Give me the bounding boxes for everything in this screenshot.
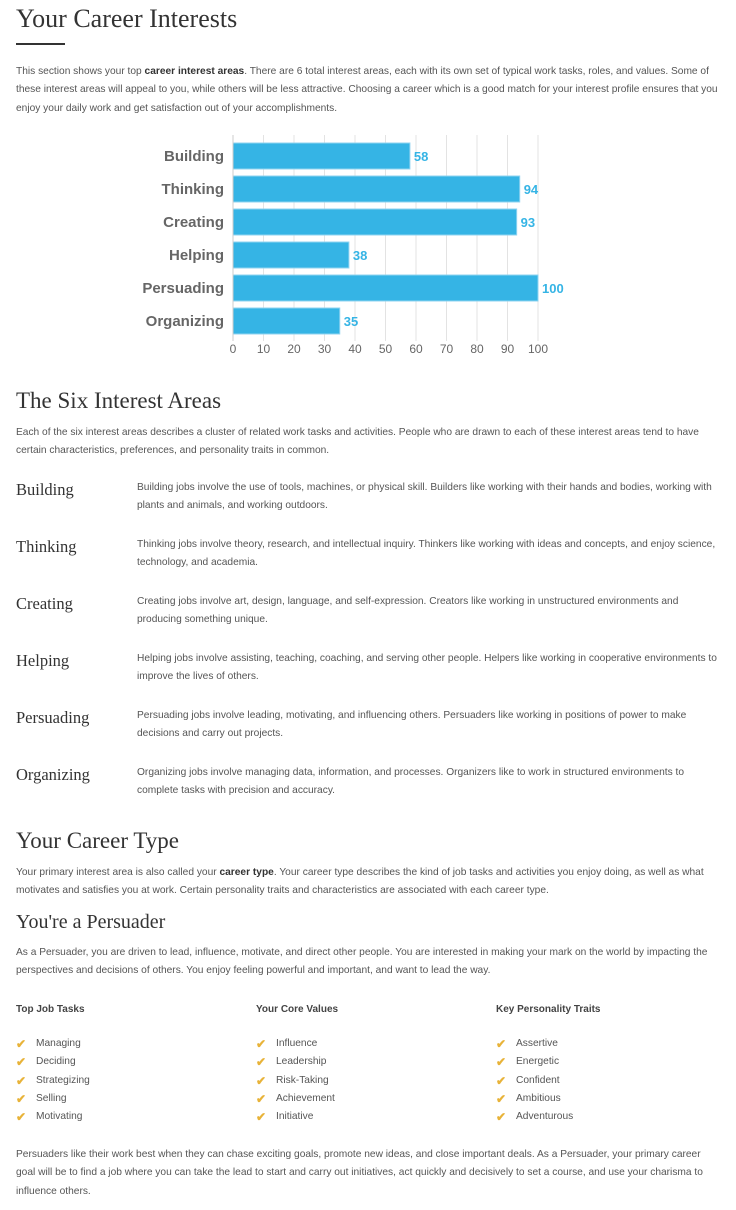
list-item: ✔ Energetic [496, 1053, 726, 1071]
checkmark-icon: ✔ [256, 1037, 267, 1051]
six-areas-intro: Each of the six interest areas describes a cluster of related work tasks and activities. People who are drawn to each of these interest areas tend to have certain characteristics, preferences, and personality traits in common. [16, 427, 699, 457]
list-item: ✔ Achievement [256, 1090, 486, 1108]
list-item: ✔ Confident [496, 1072, 726, 1090]
checkmark-icon: ✔ [16, 1091, 27, 1106]
list-item: ✔ Selling [16, 1090, 246, 1108]
area-name: Thinking [16, 537, 77, 556]
list-item: ✔ Strategizing [16, 1072, 246, 1090]
category-label: Organizing [145, 313, 224, 330]
bar-creating [233, 209, 517, 235]
value-label: 94 [523, 182, 539, 197]
area-name: Creating [16, 594, 73, 613]
area-name: Organizing [16, 765, 90, 784]
x-tick-label: 0 [229, 342, 237, 356]
category-label: Building [164, 148, 224, 165]
list-item: ✔ Risk-Taking [256, 1072, 486, 1090]
value-label: 100 [542, 281, 564, 296]
checkmark-icon: ✔ [496, 1037, 507, 1051]
area-description: Creating jobs involve art, design, language, and self-expression. Creators like working in unstructured environments and producing something unique. [137, 596, 679, 626]
list-item: ✔ Leadership [256, 1053, 486, 1071]
checkmark-icon: ✔ [16, 1110, 27, 1125]
column-key-personality-traits [496, 1004, 726, 1126]
value-label: 93 [520, 215, 536, 230]
intro-paragraph: This section shows your top career interest areas. There are 6 total interest areas, each with its own set of typical work tasks, roles, and values. Some of these interest areas will appeal to you, while others will be less attractive. Choosing a career which is a good match for your interest profile ensures that you enjoy your daily work and get satisfaction out of your accomplishments. [16, 66, 718, 114]
checkmark-icon: ✔ [256, 1073, 267, 1088]
page-title: Your Career Interests [16, 4, 238, 33]
column-header: Your Core Values [256, 1004, 339, 1015]
x-tick-label: 20 [287, 342, 301, 356]
checkmark-icon: ✔ [496, 1110, 507, 1125]
category-label: Persuading [142, 280, 224, 297]
bar-persuading [233, 275, 538, 301]
x-tick-label: 60 [409, 342, 423, 356]
career-type-intro: Your primary interest area is also called your career type. Your career type describes the kind of job tasks and activities you enjoy doing, as well as what motivates and satisfies you at work. Certain personality traits and characteristics are associated with each career type. [16, 867, 704, 897]
interest-bar-chart [0, 135, 736, 365]
list-item: ✔ Deciding [16, 1053, 246, 1071]
checkmark-icon: ✔ [16, 1037, 27, 1051]
x-tick-label: 10 [256, 342, 271, 356]
column-header: Key Personality Traits [496, 1004, 601, 1015]
x-tick-label: 80 [470, 342, 484, 356]
area-name: Helping [16, 651, 70, 670]
value-label: 58 [413, 149, 429, 164]
list-item: ✔ Motivating [16, 1108, 246, 1126]
checkmark-icon: ✔ [256, 1110, 267, 1125]
checkmark-icon: ✔ [256, 1091, 267, 1106]
area-name: Building [16, 480, 74, 499]
list-item: ✔ Ambitious [496, 1090, 726, 1108]
column-top-job-tasks [16, 1004, 246, 1126]
checkmark-icon: ✔ [496, 1073, 507, 1088]
persuader-desc: As a Persuader, you are driven to lead, influence, motivate, and direct other people. You are interested in making your mark on the world by impacting the perspectives and decisions of others. You enjoy feeling powerful and important, and want to lead the way. [16, 947, 708, 977]
x-tick-label: 100 [527, 342, 549, 356]
list-item: ✔ Adventurous [496, 1108, 726, 1126]
area-description: Organizing jobs involve managing data, information, and processes. Organizers like to work in structured environments to complete tasks with precision and accuracy. [137, 767, 685, 797]
checkmark-icon: ✔ [496, 1055, 507, 1070]
persuader-title: You're a Persuader [16, 911, 166, 933]
list-item: ✔ Influence [256, 1035, 486, 1053]
x-tick-label: 90 [500, 342, 515, 356]
checkmark-icon: ✔ [496, 1091, 507, 1106]
checkmark-icon: ✔ [16, 1055, 27, 1070]
career-type-title: Your Career Type [16, 828, 179, 853]
area-description: Building jobs involve the use of tools, machines, or physical skill. Builders like working with their hands and bodies, working with plants and animals, and working outdoors. [137, 482, 712, 512]
column-header: Top Job Tasks [16, 1004, 85, 1015]
column-your-core-values [256, 1004, 486, 1126]
list-item: ✔ Assertive [496, 1035, 726, 1053]
x-tick-label: 30 [317, 342, 332, 356]
area-name: Persuading [16, 708, 90, 727]
category-label: Helping [169, 247, 224, 264]
checkmark-icon: ✔ [16, 1073, 27, 1088]
closing-paragraph: Persuaders like their work best when they can chase exciting goals, promote new ideas, and close important deals. As a Persuader, your primary career goal will be to find a job where you can take the lead to start and carry out initiatives, act quickly and decisively to set a course, and use your charisma to influence others. [16, 1149, 703, 1197]
category-label: Creating [163, 214, 224, 231]
list-item: ✔ Managing [16, 1035, 246, 1053]
title-underline [16, 43, 65, 45]
category-label: Thinking [161, 181, 224, 198]
bar-helping [233, 242, 349, 268]
x-tick-label: 70 [439, 342, 454, 356]
list-item: ✔ Initiative [256, 1108, 486, 1126]
area-description: Helping jobs involve assisting, teaching, coaching, and serving other people. Helpers like working in cooperative environments to improve the lives of others. [137, 653, 717, 683]
bar-organizing [233, 308, 340, 334]
area-description: Persuading jobs involve leading, motivating, and influencing others. Persuaders like working in positions of power to make decisions and carry out projects. [137, 710, 687, 740]
value-label: 35 [343, 314, 359, 329]
x-tick-label: 40 [348, 342, 362, 356]
x-tick-label: 50 [378, 342, 393, 356]
bar-building [233, 143, 410, 169]
checkmark-icon: ✔ [256, 1055, 267, 1070]
six-areas-title: The Six Interest Areas [16, 388, 222, 413]
value-label: 38 [352, 248, 368, 263]
bar-thinking [233, 176, 520, 202]
area-description: Thinking jobs involve theory, research, and intellectual inquiry. Thinkers like working with ideas and concepts, and enjoy science, technology, and academia. [137, 539, 716, 569]
